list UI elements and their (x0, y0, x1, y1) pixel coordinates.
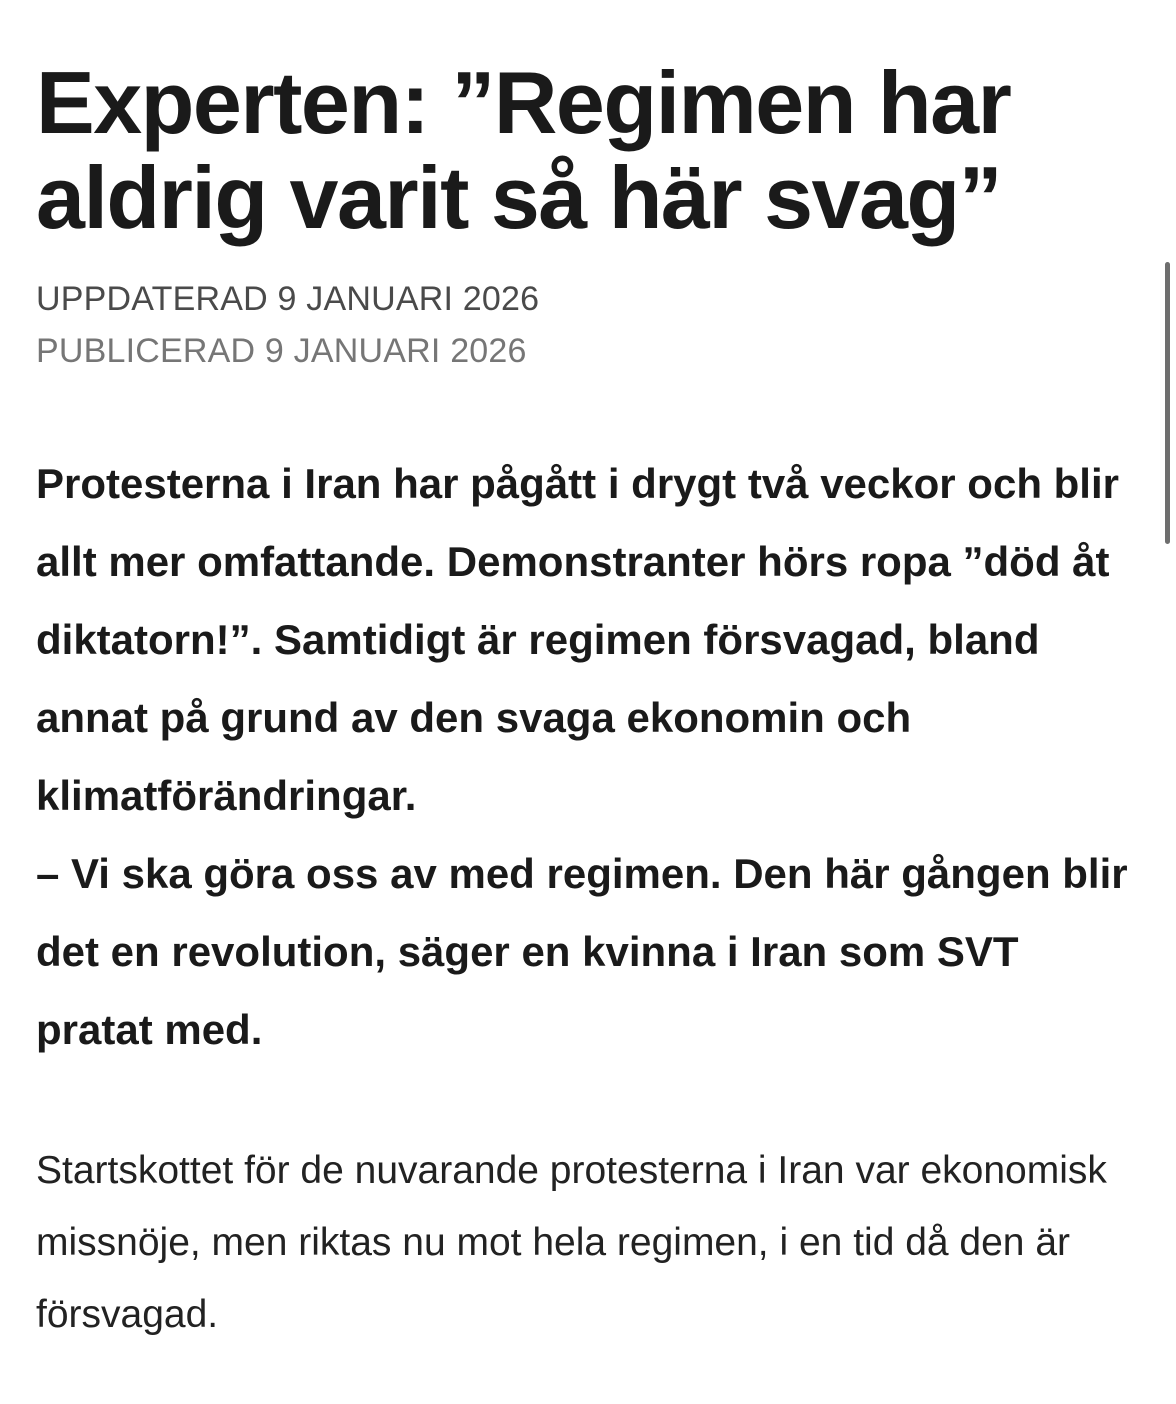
published-date: PUBLICERAD 9 JANUARI 2026 (36, 332, 527, 370)
lead-quote: – Vi ska göra oss av med regimen. Den här gången blir det en revolution, säger en kvinna i Iran som SVT pratat med. (36, 850, 1128, 1053)
scrollbar-thumb[interactable] (1165, 262, 1170, 544)
article-lead (36, 445, 1146, 1069)
updated-date: UPPDATERAD 9 JANUARI 2026 (36, 280, 540, 318)
lead-paragraph: Protesterna i Iran har pågått i drygt två veckor och blir allt mer omfattande. Demonstranter hörs ropa ”död åt diktatorn!”. Samtidigt är regimen försvagad, bland annat på grund av den svaga ekonomin och klimatförändringar. (36, 460, 1119, 819)
article-headline: Experten: ”Regimen har aldrig varit så här svag” (36, 53, 1011, 247)
body-paragraph: Startskottet för de nuvarande protesterna i Iran var ekonomisk missnöje, men riktas nu mot hela regimen, i en tid då den är försvagad. (36, 1149, 1107, 1336)
article-meta (36, 273, 1146, 377)
article (36, 55, 1146, 1351)
